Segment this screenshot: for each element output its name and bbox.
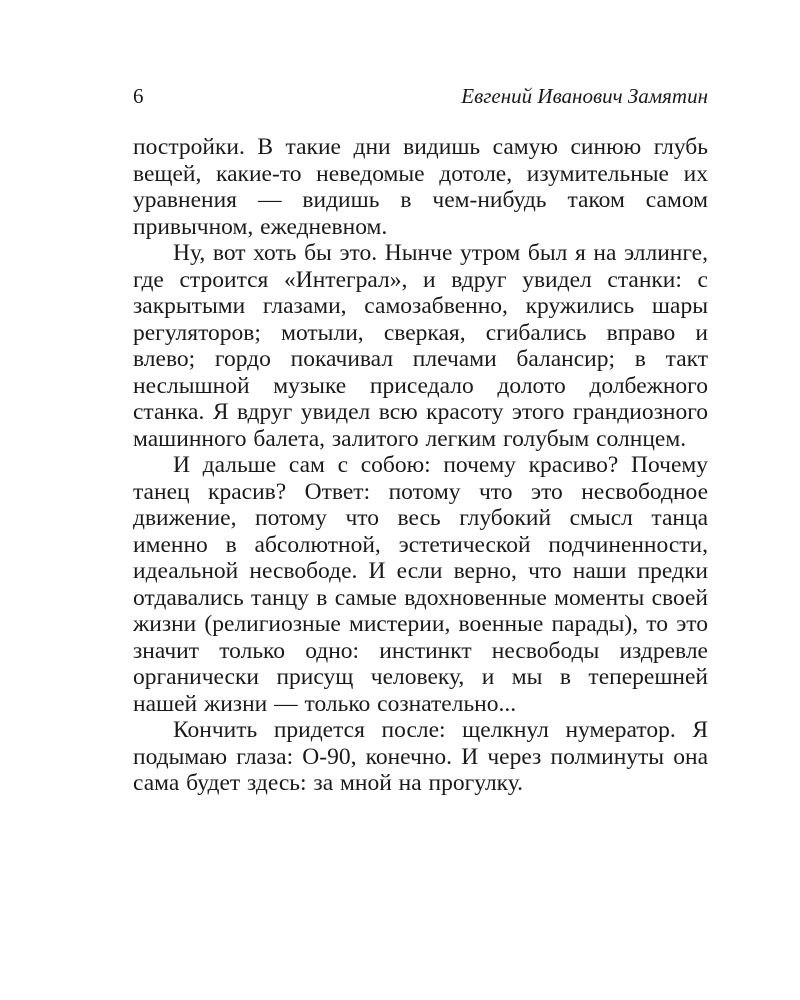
page-header — [133, 84, 708, 118]
paragraph: И дальше сам с собою: почему красиво? Почему танец красив? Ответ: потому что это несвободное движение, потому что весь глубокий смысл танца именно в абсолютной, эстетической подчиненности, идеальной несвободе. И если верно, что наши предки отдавались танцу в самые вдохновенные моменты своей жизни (религиозные мистерии, военные парады), то это значит только одно: инстинкт несвободы издревле органически присущ человеку, и мы в теперешней нашей жизни — только сознательно... — [133, 452, 708, 717]
page-number: 6 — [133, 84, 144, 108]
paragraph: Кончить придется после: щелкнул нумератор. Я подымаю глаза: О-90, конечно. И через полминуты она сама будет здесь: за мной на прогулку. — [133, 717, 708, 796]
running-title: Евгений Иванович Замятин — [461, 84, 708, 108]
paragraph-continued: постройки. В такие дни видишь самую синюю глубь вещей, какие-то неведомые дотоле, изумительные их уравнения — видишь в чем-нибудь таком самом привычном, ежедневном. — [133, 134, 708, 240]
body-text — [133, 134, 708, 797]
paragraph: Ну, вот хоть бы это. Нынче утром был я на эллинге, где строится «Интеграл», и вдруг увидел станки: с закрытыми глазами, самозабвенно, кружились шары регуляторов; мотыли, сверкая, сгибались вправо и влево; гордо покачивал плечами балансир; в такт неслышной музыке приседало долото долбежного станка. Я вдруг увидел всю красоту этого грандиозного машинного балета, залитого легким голубым солнцем. — [133, 240, 708, 452]
book-page — [133, 84, 708, 797]
